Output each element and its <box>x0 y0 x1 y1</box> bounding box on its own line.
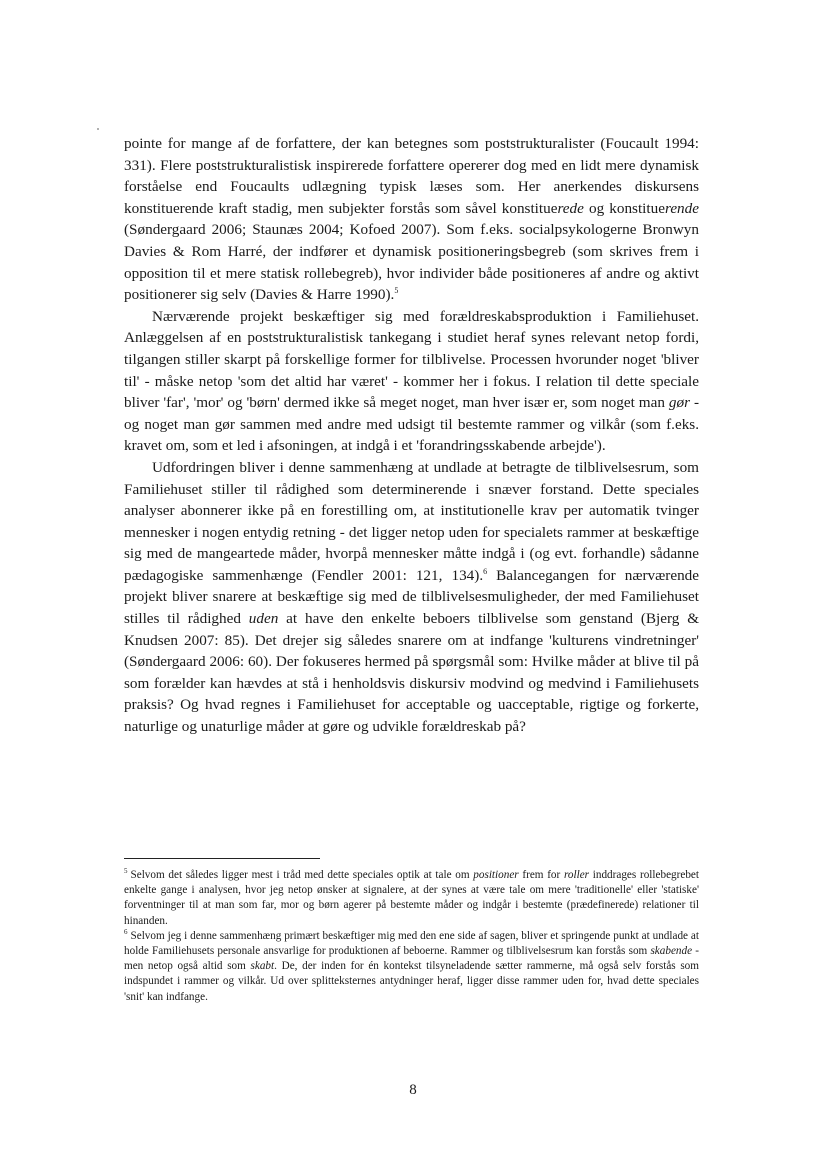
text-run: frem for <box>518 869 564 881</box>
italic-text: rede <box>557 199 584 217</box>
paragraph <box>124 457 699 738</box>
footnote <box>124 868 699 929</box>
footnote-reference: 5 <box>394 286 399 296</box>
text-run: inddrages rollebegrebet enkelte gange i analysen, hvor jeg netop ønsker at signalere, at der synes at være tale om mere 'traditionelle' eller 'statiske' forventninger til at man som far, mor og børn agerer på bestemte måder og indgår i bestemte (prædefinerede) relationer til hinanden. <box>124 869 699 927</box>
text-run: Balancegangen for nærværende projekt bliver snarere at beskæftige sig med de tilblivelsesmuligheder, der med Familiehuset stilles til rådighed <box>124 566 699 628</box>
footnote-number: 6 <box>124 928 128 937</box>
text-run: - men netop også altid som <box>124 945 699 973</box>
text-run: at have den enkelte beboers tilblivelse som genstand (Bjerg & Knudsen 2007: 85). Det drejer sig således snarere om at indfange 'kulturens vindretninger' (Søndergaard 2006: 60). Der fokuseres hermed på spørgsmål som: Hvilke måder at blive til på som forælder kan hævdes at stå i henholdsvis diskursiv modvind og medvind i Familiehusets praksis? Og hvad regnes i Familiehuset for acceptable og uacceptable, rigtige og forkerte, naturlige og unaturlige måder at gøre og udvikle forældreskab på? <box>124 610 700 736</box>
italic-text: positioner <box>473 869 519 881</box>
text-run: - og noget man gør sammen med andre med udsigt til bestemte rammer og vilkår (som f.eks. kravet om, som et led i afsoningen, at indgå i et 'forandringsskabende arbejde'). <box>124 394 699 455</box>
italic-text: rende <box>664 199 699 217</box>
paragraph <box>124 306 699 457</box>
text-run: . De, der inden for én kontekst tilsyneladende sætter rammerne, må også selv forstås som indspundet i rammer og vilkår. Ud over splitteksternes antydninger heraf, ligger disse rammer uden for, hvad dette speciales 'snit' kan indfange. <box>124 960 699 1003</box>
paragraph <box>124 133 699 306</box>
footnotes <box>124 868 699 1005</box>
body-text <box>124 133 699 738</box>
text-run: Nærværende projekt beskæftiger sig med forældreskabsproduktion i Familiehuset. Anlæggelsen af en poststrukturalistisk tankegang i studiet heraf synes relevant netop fordi, tilgangen stiller skarpt på forskellige former for tilblivelse. Processen hvorunder noget 'bliver til' - måske netop 'som det altid har været' - kommer her i fokus. I relation til dette speciale bliver 'far', 'mor' og 'børn' dermed ikke så meget noget, man hver især er, som noget man <box>124 307 699 412</box>
footnote-reference: 6 <box>483 566 488 576</box>
italic-text: gør <box>668 394 690 412</box>
text-run: Selvom jeg i denne sammenhæng primært beskæftiger mig med den ene side af sagen, bliver et springende punkt at undlade at holde Familiehusets personale ansvarlige for produktionen af beboerne. Rammer og tilblivelsesrum kan forstås som <box>124 929 699 958</box>
footnote-number: 5 <box>124 867 128 876</box>
italic-text: skabt <box>250 960 275 973</box>
footnote-separator <box>124 858 320 859</box>
text-run: Udfordringen bliver i denne sammenhæng at undlade at betragte de tilblivelsesrum, som Familiehuset stiller til rådighed som determinerende i snæver forstand. Dette speciales analyser abonnerer ikke på en forestilling om, at institutionelle krav per automatik tvinger mennesker i nogen entydig retning - det ligger netop uden for specialets rammer at beskæftige sig med de mangeartede måder, hvorpå mennesker måtte indgå i (og evt. forhandle) sådanne pædagogiske sammenhænge (Fendler 2001: 121, 134). <box>124 458 699 584</box>
text-run: pointe for mange af de forfattere, der kan betegnes som poststrukturalister (Foucault 1994: 331). Flere poststrukturalistisk inspirerede forfattere opererer dog med en lidt mere dynamisk forståelse end Foucaults udlægning typisk læses som. Her anerkendes diskursens konstituerende kraft stadig, men subjekter forstås som såvel konstitue <box>124 135 699 217</box>
italic-text: skabende <box>650 945 693 958</box>
text-run: Selvom det således ligger mest i tråd med dette speciales optik at tale om <box>130 869 474 881</box>
italic-text: uden <box>248 610 279 628</box>
page-number: 8 <box>409 1082 417 1098</box>
italic-text: roller <box>563 869 590 881</box>
footnote <box>124 929 699 1005</box>
text-run: og konstitue <box>583 199 665 217</box>
scan-speck <box>97 128 99 130</box>
text-run: (Søndergaard 2006; Staunæs 2004; Kofoed 2007). Som f.eks. socialpsykologerne Bronwyn Davies & Rom Harré, der indfører et dynamisk positioneringsbegreb (som skrives frem i opposition til et mere statisk rollebegreb), hvor individer både positioneres af andre og aktivt positionerer sig selv (Davies & Harre 1990). <box>124 221 699 304</box>
